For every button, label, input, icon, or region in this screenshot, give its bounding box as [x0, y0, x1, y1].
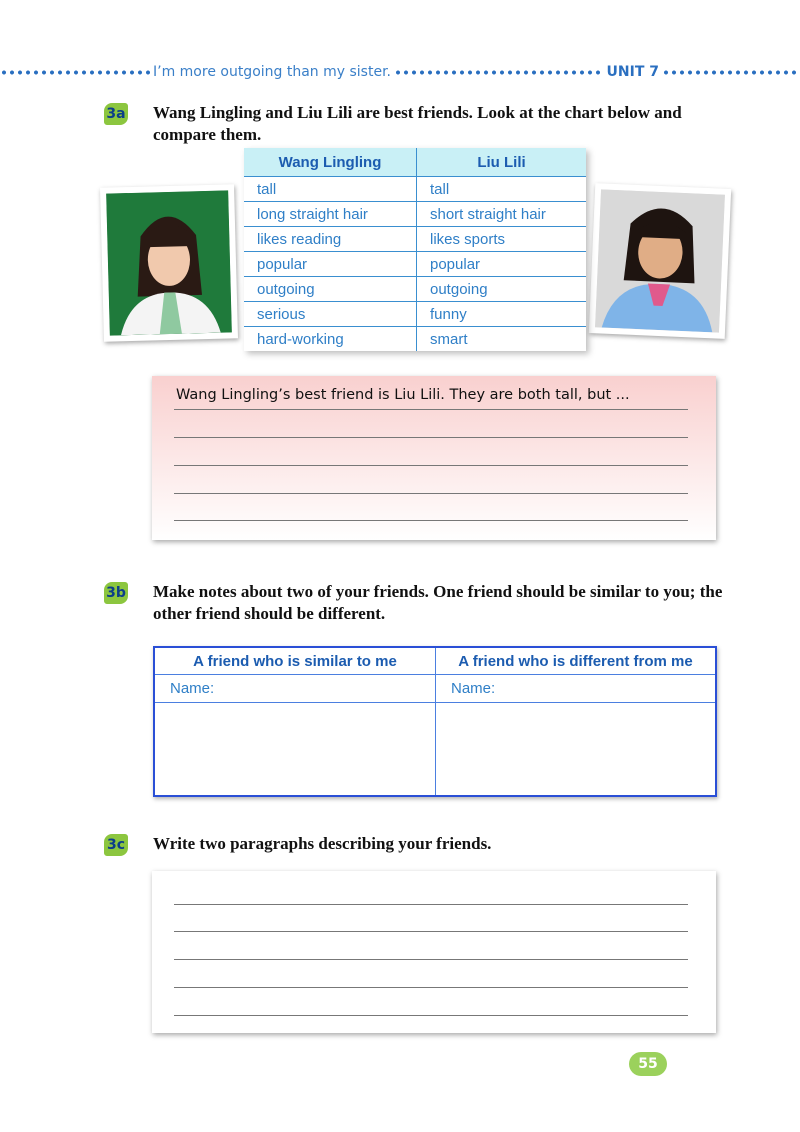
page-number: 55 — [629, 1052, 667, 1076]
section-badge-3c: 3c — [104, 834, 128, 856]
sample-sentence: Wang Lingling’s best friend is Liu Lili. They are both tall, but ... — [176, 387, 630, 403]
photo-wang-lingling-image — [106, 190, 232, 335]
chart-cell: long straight hair — [244, 202, 417, 227]
writing-line — [174, 493, 688, 494]
instruction-3c: Write two paragraphs describing your friends. — [153, 834, 492, 853]
table-row — [244, 202, 586, 227]
chart-cell: funny — [417, 302, 587, 327]
table-row — [244, 277, 586, 302]
writing-line — [174, 520, 688, 521]
chart-cell: likes reading — [244, 227, 417, 252]
table-row — [244, 302, 586, 327]
lesson-title: I’m more outgoing than my sister. — [153, 64, 391, 80]
notes-area-different[interactable] — [436, 703, 715, 795]
name-field-similar[interactable]: Name: — [155, 675, 436, 703]
comparison-chart — [244, 148, 586, 351]
chart-cell: tall — [417, 177, 587, 202]
table-row — [244, 177, 586, 202]
writing-area-3c[interactable] — [152, 871, 716, 1033]
chart-cell: short straight hair — [417, 202, 587, 227]
section-badge-3a: 3a — [104, 103, 128, 125]
section-badge-3b: 3b — [104, 582, 128, 604]
table-row — [244, 327, 586, 352]
header-dots-right — [662, 70, 800, 75]
table-row — [244, 252, 586, 277]
instruction-3b: Make notes about two of your friends. One friend should be similar to you; the other friend should be different. — [153, 582, 723, 623]
chart-header-row — [244, 148, 586, 177]
notes-header-similar: A friend who is similar to me — [155, 648, 436, 675]
notes-table — [153, 646, 717, 797]
writing-line — [174, 904, 688, 905]
chart-cell: tall — [244, 177, 417, 202]
chart-cell: hard-working — [244, 327, 417, 352]
chart-cell: smart — [430, 330, 468, 348]
notes-area-similar[interactable] — [155, 703, 436, 795]
photo-liu-lili — [589, 183, 731, 339]
writing-line — [174, 465, 688, 466]
chart-cell: popular — [244, 252, 417, 277]
chart-cell: outgoing — [244, 277, 417, 302]
header-dots-left — [0, 70, 150, 75]
chart-cell: outgoing — [417, 277, 587, 302]
writing-line — [174, 931, 688, 932]
name-field-different[interactable]: Name: — [436, 675, 715, 703]
writing-line — [174, 437, 688, 438]
writing-line — [174, 987, 688, 988]
photo-liu-lili-image — [595, 189, 725, 332]
writing-line — [174, 959, 688, 960]
instruction-3a: Wang Lingling and Liu Lili are best friends. Look at the chart below and compare them. — [153, 103, 682, 144]
page-header — [0, 60, 800, 84]
unit-label: UNIT 7 — [606, 64, 659, 80]
table-row — [244, 227, 586, 252]
chart-cell: popular — [417, 252, 587, 277]
writing-line — [174, 1015, 688, 1016]
header-dots-middle — [394, 70, 604, 75]
writing-area-3a[interactable] — [152, 376, 716, 540]
photo-wang-lingling — [100, 184, 238, 341]
chart-cell: likes sports — [417, 227, 587, 252]
notes-header-different: A friend who is different from me — [436, 648, 715, 675]
chart-header-liu-lili: Liu Lili — [417, 148, 587, 177]
writing-line — [174, 409, 688, 410]
chart-cell: serious — [244, 302, 417, 327]
chart-header-wang-lingling: Wang Lingling — [244, 148, 417, 177]
